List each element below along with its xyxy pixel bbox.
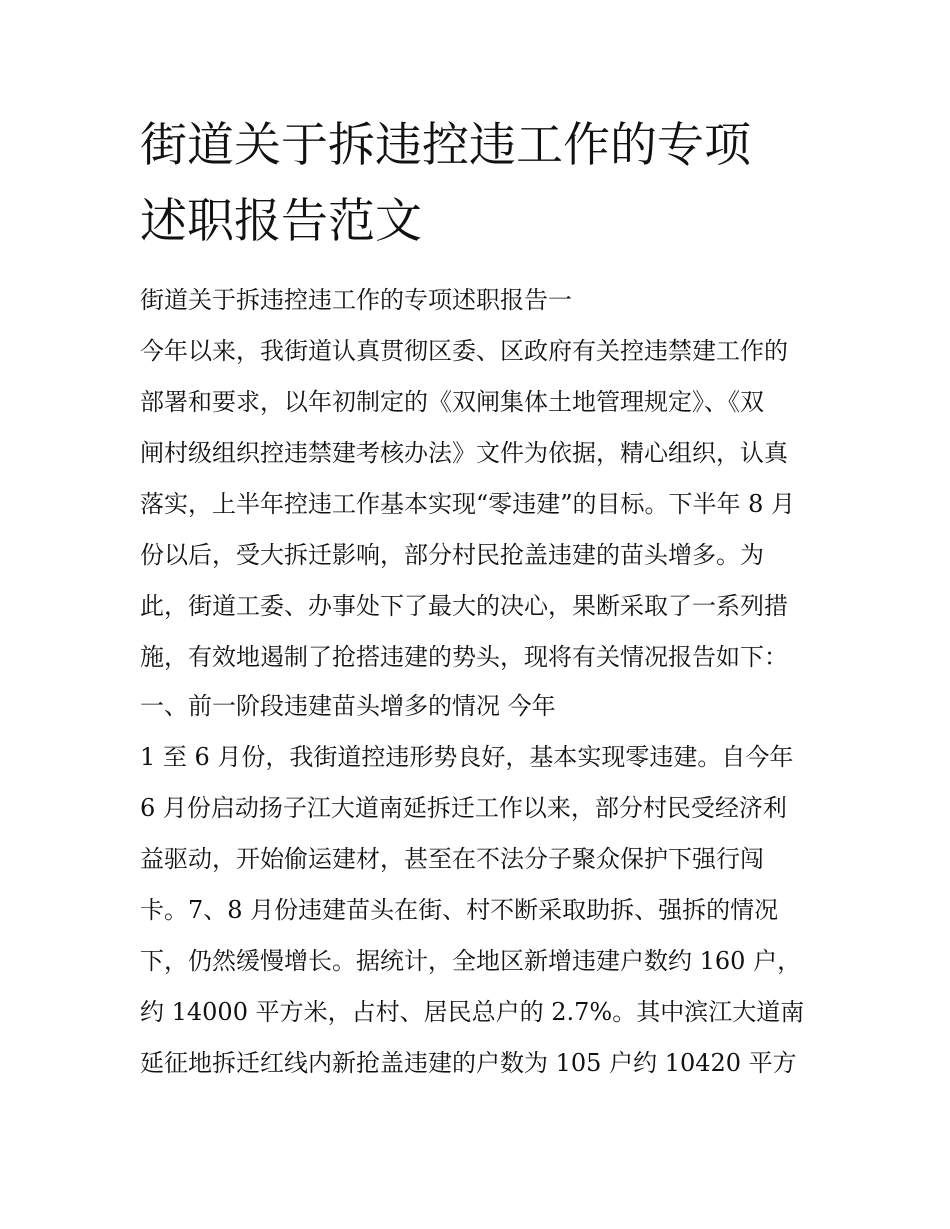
- body-text-line: 下，仍然缓慢增长。据统计，全地区新增违建户数约 160 户，: [140, 947, 802, 975]
- section-heading-report-one: 街道关于拆违控违工作的专项述职报告一: [140, 286, 572, 314]
- body-text-line: 部署和要求，以年初制定的《双闸集体土地管理规定》、《双: [140, 388, 764, 416]
- body-text-line: 约 14000 平方米，占村、居民总户的 2.7%。其中滨江大道南: [140, 998, 805, 1026]
- body-text-line: 1 至 6 月份，我街道控违形势良好，基本实现零违建。自今年: [140, 743, 794, 771]
- section-heading-situation: 一、前一阶段违建苗头增多的情况 今年: [140, 692, 556, 720]
- body-text-line: 延征地拆迁红线内新抢盖违建的户数为 105 户约 10420 平方: [140, 1049, 797, 1077]
- document-title-line-2: 述职报告范文: [140, 194, 422, 249]
- body-text-line: 施，有效地遏制了抢搭违建的势头，现将有关情况报告如下：: [140, 643, 788, 671]
- body-text-line: 益驱动，开始偷运建材，甚至在不法分子聚众保护下强行闯: [140, 845, 764, 873]
- document-title-line-1: 街道关于拆违控违工作的专项: [140, 118, 751, 173]
- body-text-line: 闸村级组织控违禁建考核办法》文件为依据，精心组织，认真: [140, 439, 788, 467]
- body-text-line: 卡。7、8 月份违建苗头在街、村不断采取助拆、强拆的情况: [140, 896, 779, 924]
- body-text-line: 此，街道工委、办事处下了最大的决心，果断采取了一系列措: [140, 592, 788, 620]
- body-text-line: 今年以来，我街道认真贯彻区委、区政府有关控违禁建工作的: [140, 337, 788, 365]
- body-text-line: 落实，上半年控违工作基本实现“零违建”的目标。下半年 8 月: [140, 490, 796, 518]
- body-text-line: 份以后，受大拆迁影响，部分村民抢盖违建的苗头增多。为: [140, 541, 764, 569]
- body-text-line: 6 月份启动扬子江大道南延拆迁工作以来，部分村民受经济利: [140, 794, 787, 822]
